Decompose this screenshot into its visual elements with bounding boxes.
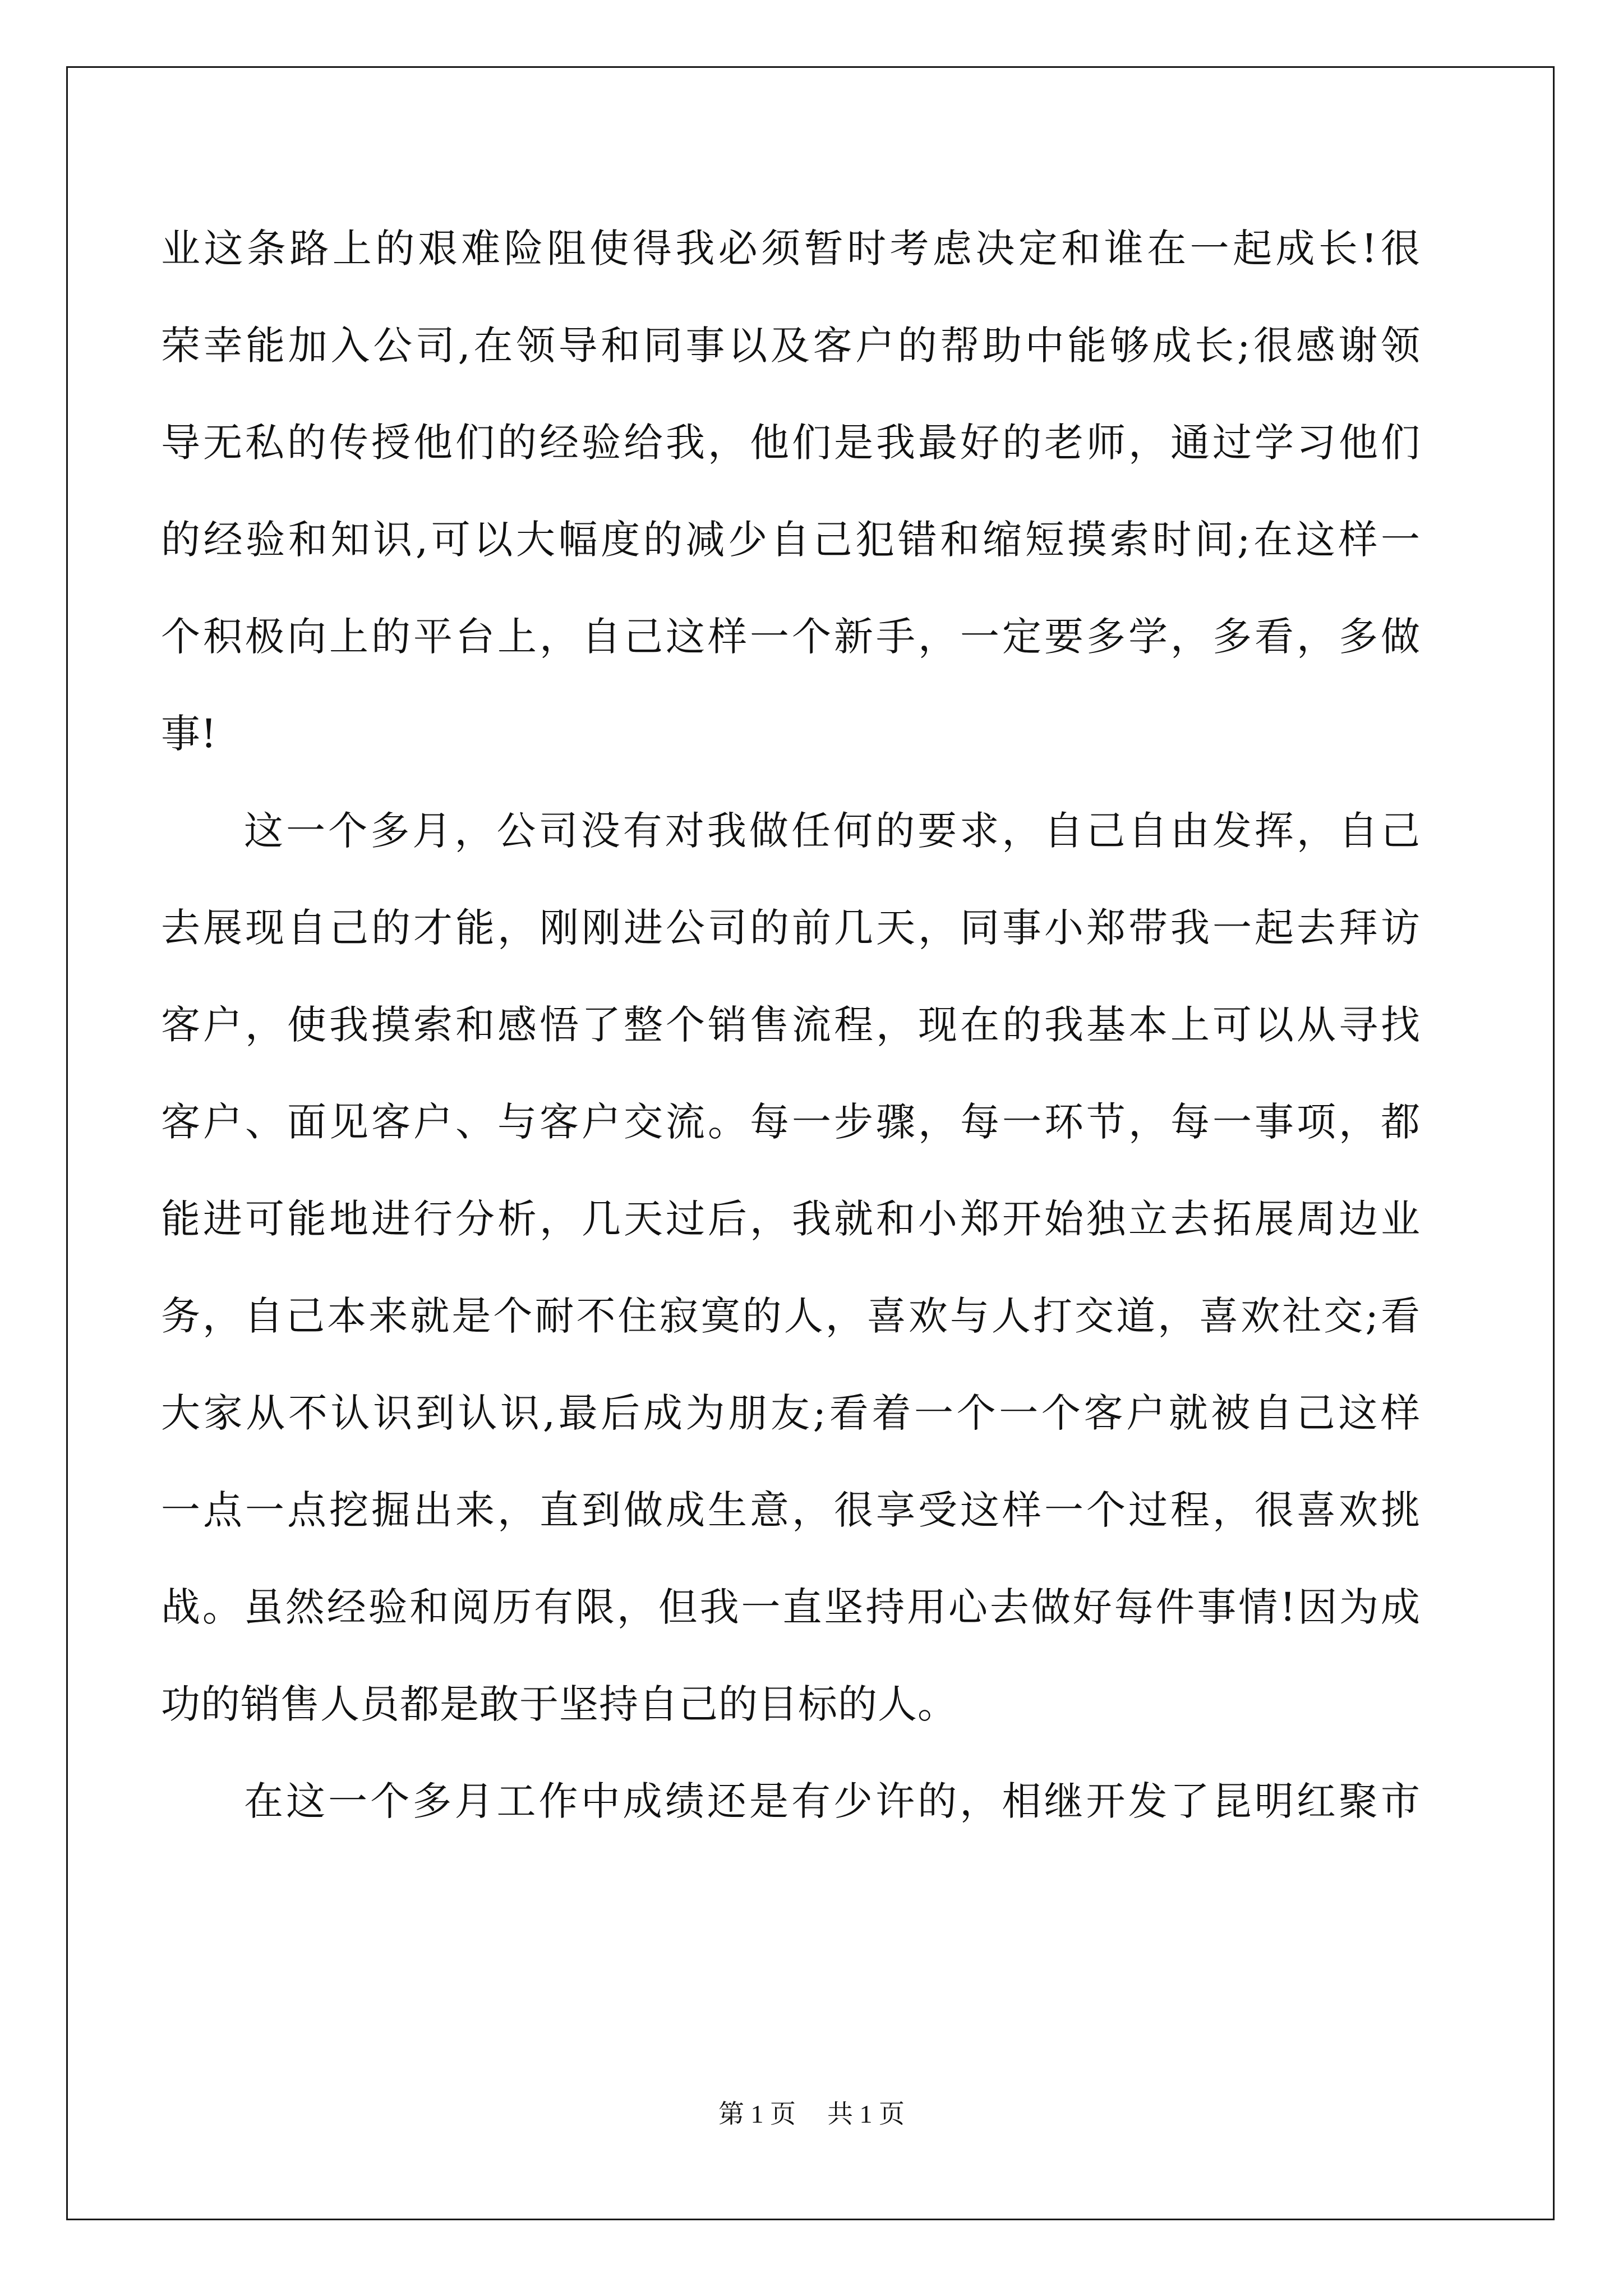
page-number: 第 1 页	[718, 2100, 796, 2128]
page-total: 共 1 页	[827, 2100, 905, 2128]
text-line: 事!	[161, 711, 218, 757]
paragraph-first-line: 这一个多月，公司没有对我做任何的要求，自己自由发挥，自己	[244, 808, 1421, 854]
text-line: 导无私的传授他们的经验给我，他们是我最好的老师，通过学习他们	[161, 420, 1421, 466]
body-text	[161, 200, 1421, 1850]
text-line: 业这条路上的艰难险阻使得我必须暂时考虑决定和谁在一起成长!很	[161, 226, 1421, 272]
text-line: 荣幸能加入公司,在领导和同事以及客户的帮助中能够成长;很感谢领	[161, 323, 1421, 369]
text-line: 客户、面见客户、与客户交流。每一步骤，每一环节，每一事项，都	[161, 1099, 1421, 1145]
text-line: 大家从不认识到认识,最后成为朋友;看着一个一个客户就被自己这样	[161, 1390, 1421, 1436]
text-line: 一点一点挖掘出来，直到做成生意，很享受这样一个过程，很喜欢挑	[161, 1487, 1421, 1533]
text-line: 客户，使我摸索和感悟了整个销售流程，现在的我基本上可以从寻找	[161, 1002, 1421, 1048]
text-line: 的经验和知识,可以大幅度的减少自己犯错和缩短摸索时间;在这样一	[161, 517, 1421, 563]
text-line: 务，自己本来就是个耐不住寂寞的人，喜欢与人打交道，喜欢社交;看	[161, 1293, 1421, 1339]
paragraph-first-line: 在这一个多月工作中成绩还是有少许的，相继开发了昆明红聚市	[244, 1778, 1421, 1824]
page-footer	[0, 2093, 1623, 2131]
text-line: 个积极向上的平台上，自己这样一个新手，一定要多学，多看，多做	[161, 614, 1421, 660]
text-line: 战。虽然经验和阅历有限，但我一直坚持用心去做好每件事情!因为成	[161, 1584, 1421, 1630]
text-line: 能进可能地进行分析，几天过后，我就和小郑开始独立去拓展周边业	[161, 1196, 1421, 1242]
text-line: 功的销售人员都是敢于坚持自己的目标的人。	[161, 1681, 957, 1727]
text-line: 去展现自己的才能，刚刚进公司的前几天，同事小郑带我一起去拜访	[161, 905, 1421, 951]
